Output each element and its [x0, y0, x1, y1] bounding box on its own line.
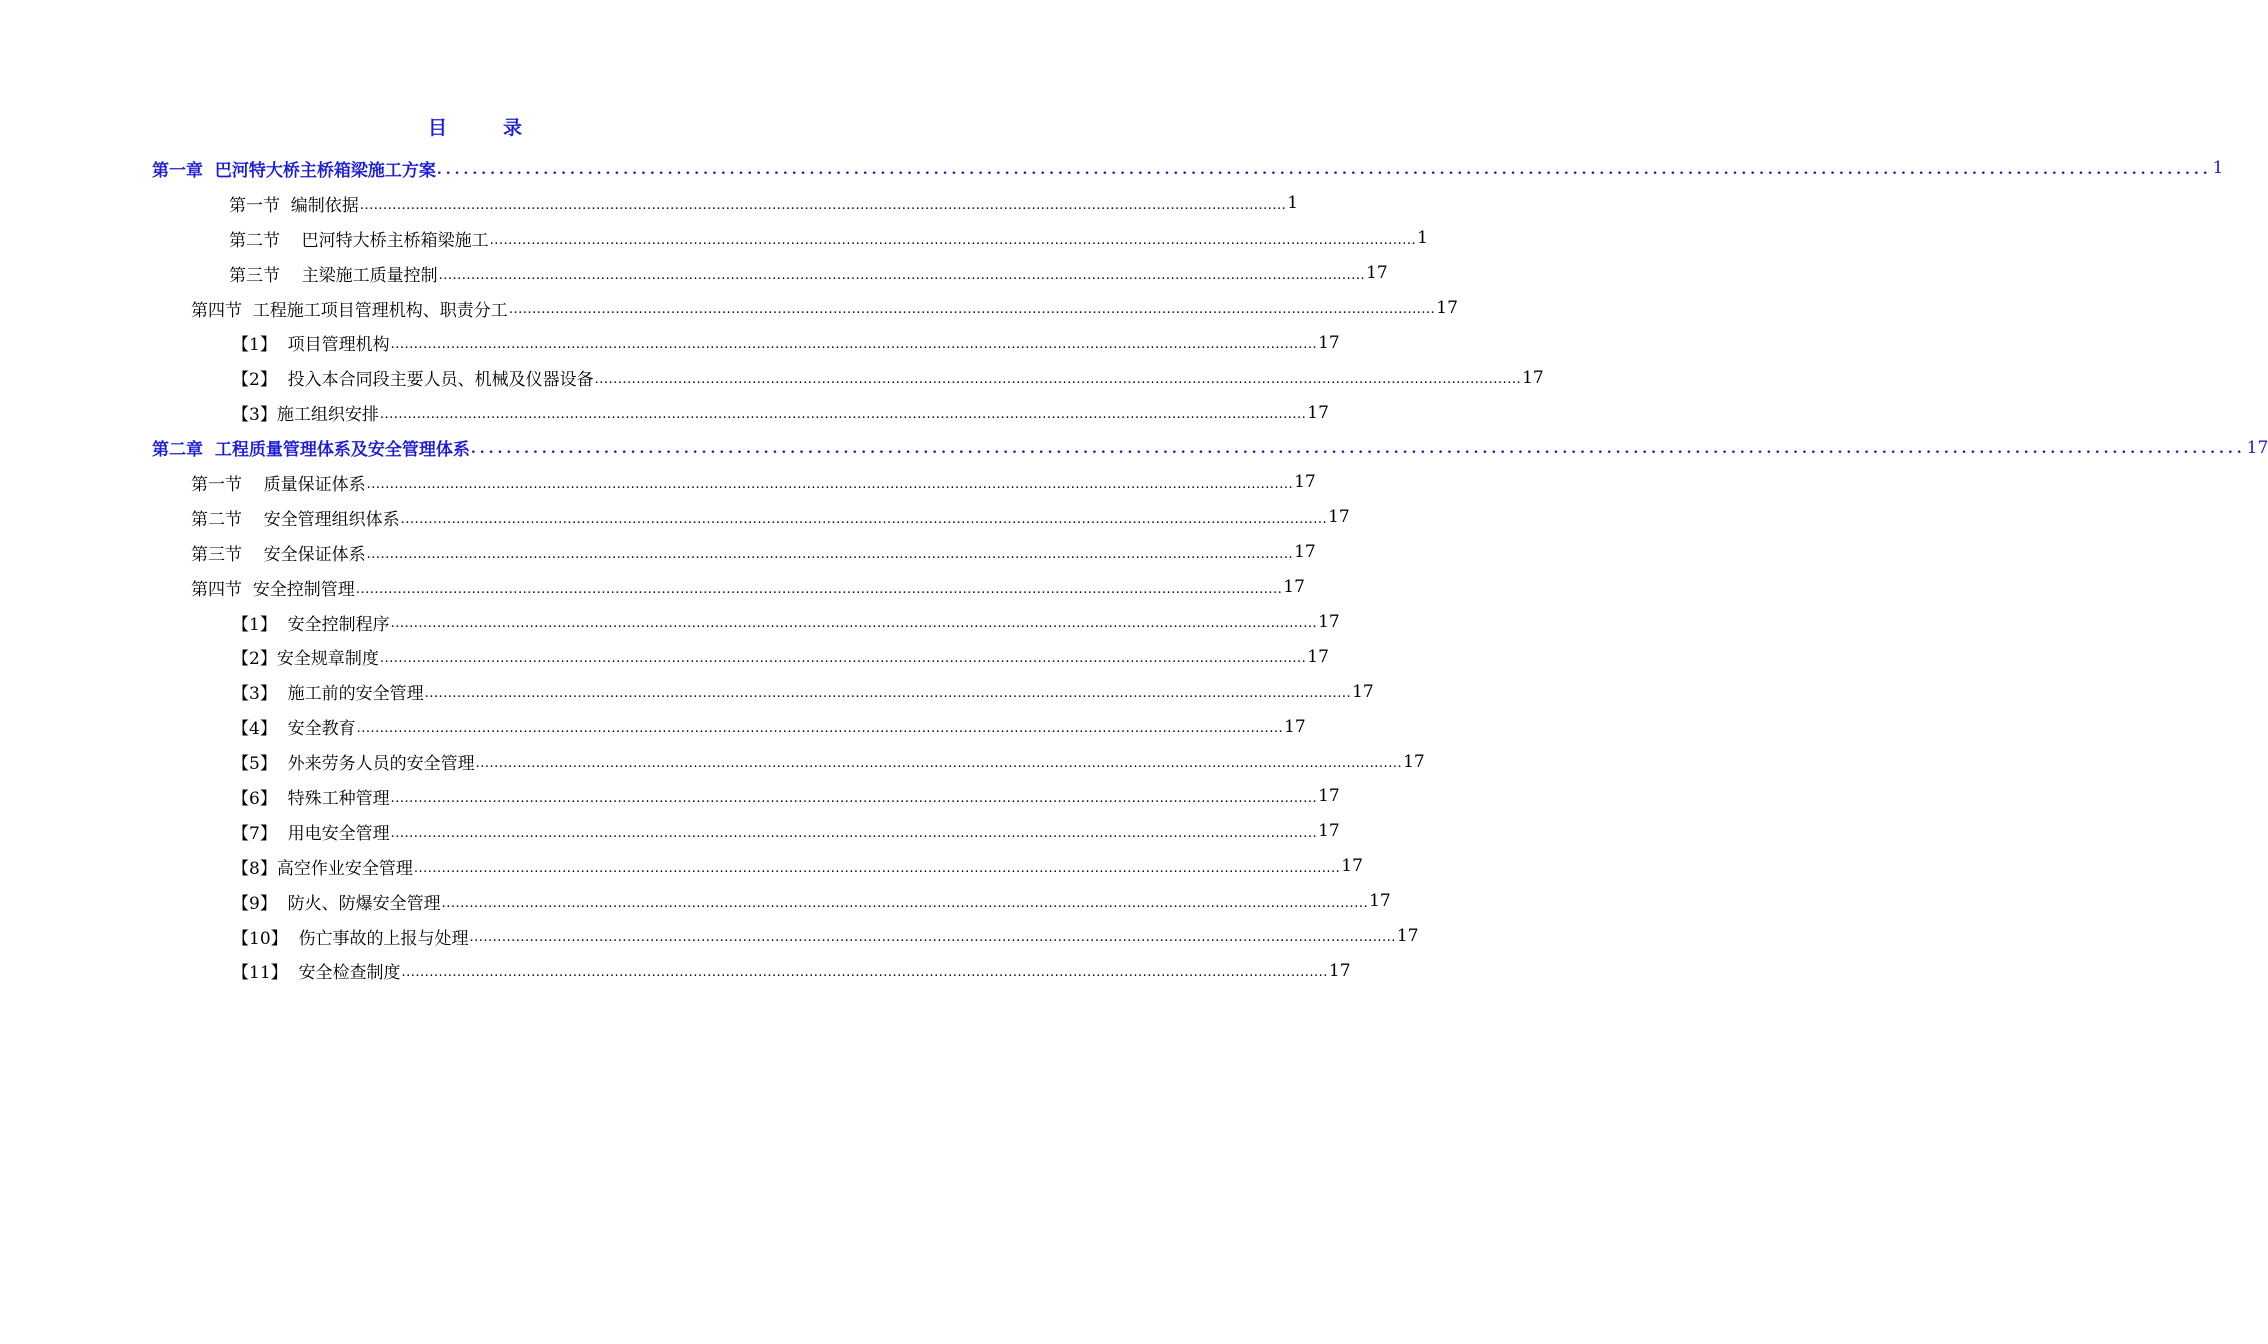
toc-entry-label: 【2】 投入本合同段主要人员、机械及仪器设备 [232, 370, 594, 391]
toc-entry[interactable] [232, 360, 1544, 395]
toc-entry-label: 【3】 施工前的安全管理 [232, 684, 424, 705]
toc-entry-label: 【5】 外来劳务人员的安全管理 [232, 754, 475, 775]
toc-leader-dots: ........................................................................................................................................................................................................ [436, 161, 2212, 178]
toc-entry[interactable] [191, 500, 1350, 535]
toc-entry[interactable] [232, 395, 1329, 430]
toc-page-number: 17 [1307, 646, 1329, 667]
toc-leader-dots: ........................................................................................................................................................................................................ [390, 790, 1318, 806]
toc-leader-dots: ........................................................................................................................................................................................................ [438, 267, 1366, 283]
toc-entry-label: 第二章 工程质量管理体系及安全管理体系 [152, 440, 470, 461]
toc-entry[interactable] [191, 535, 1316, 570]
toc-page-number: 17 [1436, 298, 1458, 318]
toc-entry[interactable] [232, 325, 1340, 360]
toc-page-number: 17 [1328, 507, 1350, 528]
toc-entry-label: 【11】 安全检查制度 [232, 963, 401, 984]
toc-leader-dots: ........................................................................................................................................................................................................ [379, 407, 1307, 423]
toc-leader-dots: ........................................................................................................................................................................................................ [359, 197, 1287, 213]
toc-entry-label: 【7】 用电安全管理 [232, 823, 390, 844]
toc-entry[interactable] [232, 709, 1306, 744]
toc-entry-label: 【10】 伤亡事故的上报与处理 [232, 928, 469, 949]
toc-title-char-2: 录 [503, 117, 523, 139]
toc-entry[interactable] [232, 779, 1340, 814]
toc-entry[interactable] [232, 674, 1374, 709]
toc-page-number: 1 [2212, 158, 2224, 179]
toc-entry[interactable] [229, 256, 1388, 291]
toc-page-number: 1 [1287, 193, 1299, 214]
toc-entry[interactable] [232, 605, 1340, 640]
toc-page-number: 17 [1369, 891, 1391, 912]
toc-entry[interactable] [232, 884, 1391, 919]
toc-leader-dots: ........................................................................................................................................................................................................ [355, 581, 1283, 597]
toc-entry-label: 【2】安全规章制度 [232, 649, 379, 670]
toc-leader-dots: ........................................................................................................................................................................................................ [594, 372, 1522, 388]
toc-page-number: 17 [1318, 821, 1340, 842]
toc-entry[interactable] [232, 639, 1329, 674]
toc-leader-dots: ........................................................................................................................................................................................................ [366, 476, 1294, 492]
toc-page-number: 17 [1341, 856, 1363, 877]
toc-entry[interactable] [232, 919, 1419, 954]
toc-entry-label: 第四节 安全控制管理 [191, 579, 355, 600]
toc-page-number: 17 [1318, 786, 1340, 807]
toc-entry[interactable] [191, 291, 1458, 326]
toc-page-number: 17 [1294, 542, 1316, 563]
toc-entry-label: 【4】 安全教育 [232, 719, 356, 740]
toc-entry[interactable] [232, 814, 1340, 849]
toc-entry-label: 第一章 巴河特大桥主桥箱梁施工方案 [152, 160, 436, 181]
toc-entry[interactable] [229, 221, 1428, 256]
toc-entry[interactable] [191, 570, 1305, 605]
toc-page-number: 17 [1284, 716, 1306, 737]
toc-leader-dots: ........................................................................................................................................................................................................ [413, 860, 1341, 876]
toc-leader-dots: ........................................................................................................................................................................................................ [441, 895, 1369, 911]
toc-page-number: 17 [1366, 263, 1388, 284]
toc-title [0, 113, 950, 140]
toc-entry-label: 第二节 安全管理组织体系 [191, 509, 400, 530]
toc-leader-dots: ........................................................................................................................................................................................................ [489, 232, 1417, 248]
toc-entry[interactable] [232, 953, 1351, 988]
toc-page-number: 17 [2246, 437, 2268, 458]
toc-entry-label: 【3】施工组织安排 [232, 405, 379, 426]
toc-entry-label: 【8】高空作业安全管理 [232, 858, 413, 879]
toc-page-number: 17 [1328, 960, 1351, 981]
toc-leader-dots: ........................................................................................................................................................................................................ [390, 337, 1318, 353]
toc-leader-dots: ........................................................................................................................................................................................................ [366, 546, 1294, 562]
toc-leader-dots: ........................................................................................................................................................................................................ [400, 511, 1328, 527]
toc-page-number: 17 [1307, 402, 1329, 423]
toc-chapter-entry[interactable] [152, 151, 2224, 186]
toc-entry-label: 第三节 安全保证体系 [191, 544, 366, 565]
toc-entry-label: 第三节 主梁施工质量控制 [229, 265, 438, 286]
toc-entry-label: 【6】 特殊工种管理 [232, 788, 390, 809]
toc-entry[interactable] [191, 465, 1316, 500]
toc-leader-dots: ........................................................................................................................................................................................................ [379, 651, 1307, 667]
toc-leader-dots: ........................................................................................................................................................................................................ [475, 756, 1403, 772]
toc-leader-dots: ........................................................................................................................................................................................................ [508, 302, 1436, 318]
toc-page-number: 17 [1522, 367, 1544, 388]
toc-entry-label: 第四节 工程施工项目管理机构、职责分工 [191, 300, 508, 321]
toc-page-number: 17 [1396, 926, 1419, 947]
toc-entry-label: 第一节 质量保证体系 [191, 474, 366, 495]
toc-page-number: 17 [1352, 681, 1374, 702]
toc-page-number: 17 [1318, 332, 1340, 353]
toc-leader-dots: ........................................................................................................................................................................................................ [424, 686, 1352, 702]
toc-leader-dots: ........................................................................................................................................................................................................ [390, 825, 1318, 841]
toc-leader-dots: ........................................................................................................................................................................................................ [401, 965, 1328, 981]
toc-page-number: 17 [1318, 612, 1340, 633]
toc-entry[interactable] [229, 186, 1299, 221]
toc-entry-label: 【1】 安全控制程序 [232, 614, 390, 635]
toc-leader-dots: ........................................................................................................................................................................................................ [390, 616, 1318, 632]
toc-entry[interactable] [232, 744, 1425, 779]
toc-leader-dots: ........................................................................................................................................................................................................ [469, 930, 1396, 946]
toc-entry-label: 第二节 巴河特大桥主桥箱梁施工 [229, 230, 489, 251]
toc-page-number: 1 [1417, 228, 1428, 249]
toc-leader-dots: ........................................................................................................................................................................................................ [356, 721, 1284, 737]
toc-list [0, 151, 2268, 988]
toc-page-number: 17 [1294, 472, 1316, 493]
toc-leader-dots: ........................................................................................................................................................................................................ [470, 441, 2246, 458]
toc-entry-label: 第一节 编制依据 [229, 195, 359, 216]
toc-page-number: 17 [1403, 751, 1425, 772]
toc-entry-label: 【9】 防火、防爆安全管理 [232, 893, 441, 914]
toc-page-number: 17 [1283, 577, 1305, 598]
toc-chapter-entry[interactable] [152, 430, 2268, 465]
toc-entry[interactable] [232, 849, 1363, 884]
toc-title-char-1: 目 [427, 117, 447, 139]
toc-entry-label: 【1】 项目管理机构 [232, 335, 390, 356]
